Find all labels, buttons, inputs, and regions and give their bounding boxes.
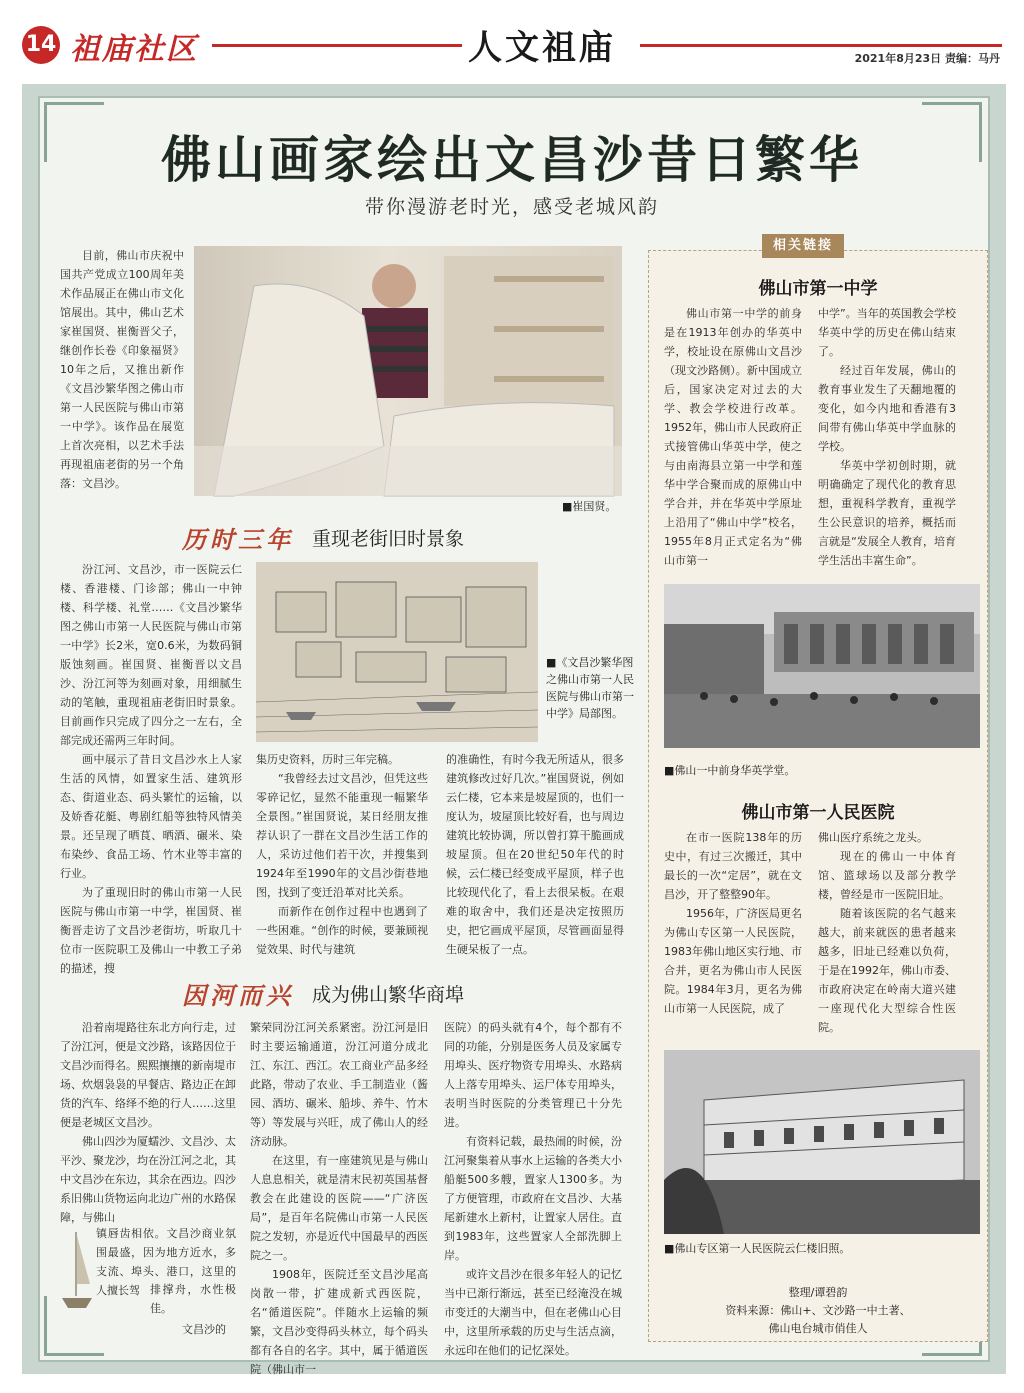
paragraph: 佛山医疗系统之龙头。: [818, 831, 928, 844]
photo-huaying-school: [664, 584, 980, 748]
paragraph: 而新作在创作过程中也遇到了一些困难。“创作的时候，要兼顾视觉效果、时代与建筑: [256, 905, 428, 956]
header-rule-left: [212, 44, 462, 47]
paragraph: 有资料记载，最热闹的时候，汾江河聚集着从事水上运输的各类大小船艇500多艘，置家人1300多。为了方便管理，市政府在文昌沙、大基尾新建水上新村，让置家人居住。直到1983年，这些置家人全部洗脚上岸。: [444, 1135, 622, 1262]
hospital-heading: 佛山市第一人民医院: [741, 803, 895, 823]
section2-heading: [182, 976, 464, 1010]
section2-column2: [250, 1018, 428, 1376]
school-column2: [818, 304, 956, 574]
paragraph: 1908年，医院迁至文昌沙尾高岗散一带，扩建成新式西医院，名“循道医院”。伴随水上运输的频繁，文昌沙变得码头林立，每个码头都有各自的名字。其中，属于循道医院（佛山市一: [250, 1268, 428, 1376]
paragraph: 繁荣同汾江河关系紧密。汾江河是旧时主要运输通道，汾江河道分成北江、东江、西江。农工商业产品多经此路，带动了农业、手工制造业（酱园、酒坊、碾米、船埗、养牛、竹木等）等发展与兴旺，成了佛山人的经济动脉。: [250, 1021, 428, 1148]
header-rule-right: [640, 44, 1002, 47]
boat-illustration: [60, 1226, 94, 1322]
school-photo-caption: ■佛山一中前身华英学堂。: [664, 764, 796, 777]
paragraph: 画中展示了昔日文昌沙水上人家生活的风情，如置家生活、建筑形态、街道业态、码头繁忙的运输，以及娇香花艇、粤剧红船等独特风情美景。还呈现了晒茛、晒酒、碾米、染布染纱、食品工场、竹木业等丰富的行业。: [60, 753, 242, 880]
article-subtitle: 带你漫游老时光，感受老城风韵: [364, 196, 659, 218]
paragraph: 在这里，有一座建筑见是与佛山人息息相关，就是清末民初英国基督教会在此建设的医院——“广济医局”，是百年名院佛山市第一人民医院之发轫，亦是近代中国最早的西医院之一。: [250, 1154, 428, 1262]
date-editor: 2021年8月23日 责编：马丹: [854, 52, 1000, 65]
hospital-photo-caption: ■佛山专区第一人民医院云仁楼旧照。: [664, 1242, 851, 1255]
page-number: 14: [22, 26, 60, 64]
paragraph: 汾江河、文昌沙，市一医院云仁楼、香港楼、门诊部；佛山一中钟楼、科学楼、礼堂……《文昌沙繁华图之佛山市第一人民医院与佛山市第一中学》长2米，宽0.6米，为数码铜版蚀刻画。崔国贤、崔衡晋以文昌沙、汾江河等为刻画对象，用细腻生动的笔触，重现祖庙老街旧时景象。目前画作只完成了四分之一左右，全部完成还需两三年时间。: [60, 563, 242, 747]
paragraph: 中学”。当年的英国教会学校华英中学的历史在佛山结束了。: [818, 307, 956, 358]
school-column1: 佛山市第一中学的前身是在1913年创办的华英中学，校址设在原佛山文昌沙（现文沙路侧）。新中国成立后，国家决定对过去的大学、教会学校进行改革。1952年，佛山市人民政府正式接管佛山华英中学，使之与由南海县立第一中学和莲华中学合聚而成的原佛山中学合并，并在华英中学原址上沿用了“佛山中学”校名，1955年8月正式定名为“佛山市第一: [664, 307, 802, 567]
section1-heading: [182, 520, 464, 554]
photo-etching-detail: [256, 562, 538, 742]
photo2-caption: ■《文昌沙繁华图之佛山市第一人民医院与佛山市第一中学》局部图。: [546, 656, 634, 720]
section1-heading-text: 重现老街旧时景象: [312, 528, 465, 550]
hospital-column2: [818, 828, 956, 1038]
related-links-tag: 相关链接: [762, 234, 844, 258]
section2-heading-text: 成为佛山繁华商埠: [312, 984, 465, 1006]
paragraph: 随着该医院的名气越来越大，前来就医的患者越来越多，旧址已经难以负荷，于是在1992年，佛山市委、市政府决定在岭南大道兴建一座现代化大型综合性医院。: [818, 907, 956, 1034]
paragraph: 医院）的码头就有4个，每个都有不同的功能，分别是医务人员及家属专用埠头、医疗物资专用埠头、水路病人上落专用埠头、运尸体专用埠头，表明当时医院的分类管理已十分先进。: [444, 1021, 622, 1129]
paragraph: 集历史资料，历时三年完稿。: [256, 753, 399, 766]
paragraph: 在市一医院138年的历史中，有过三次搬迁，其中最长的一次“定居”，就在文昌沙，开了整整90年。: [664, 831, 802, 901]
section2-column1: [60, 1018, 236, 1230]
section-title: 人文祖庙: [468, 28, 616, 68]
paragraph: 经过百年发展，佛山的教育事业发生了天翻地覆的变化，如今内地和香港有3间带有佛山华英中学血脉的学校。: [818, 364, 956, 453]
photo1-caption: ■崔国贤。: [562, 500, 617, 513]
paragraph: 沿着南堤路往东北方向行走，过了汾江河，便是文沙路，该路因位于文昌沙而得名。熙熙攘攘的新南堤市场、炊烟袅袅的早餐店、路边正在卸货的汽车、络绎不绝的行人……这里便是老城区文昌沙。: [60, 1021, 236, 1129]
section2-column1-cont2: 排撑舟，水性极佳。: [150, 1283, 236, 1315]
section2-column1-cont: 镇唇齿相依。文昌沙商业氛围最盛，因为地方近水，多支流、埠头、港口，这里的人擅长驾: [96, 1227, 236, 1297]
paragraph: 为了重现旧时的佛山市第一人民医院与佛山市第一中学，崔国贤、崔衡晋走访了文昌沙老街坊，听取几十位市一医院职工及佛山一中教工子弟的描述，搜: [60, 886, 242, 975]
credit-editor: 整理/谭碧韵: [788, 1286, 848, 1299]
section2-column1-cont3: 文昌沙的: [182, 1323, 226, 1336]
section2-heading-art: 因河而兴: [182, 981, 294, 1010]
photo-hospital-building: [664, 1050, 980, 1234]
column-name: 祖庙社区: [70, 32, 198, 67]
credit-source-cont: 佛山电台城市俏佳人: [768, 1322, 868, 1335]
paragraph: 现在的佛山一中体育馆、篮球场以及部分教学楼，曾经是市一医院旧址。: [818, 850, 956, 901]
paragraph: 1956年，广济医局更名为佛山专区第一人民医院，1983年佛山地区实行地、市合并，更名为佛山市人民医院。1984年3月，更名为佛山市第一人民医院，成了: [664, 907, 802, 1015]
hospital-column1: [664, 828, 802, 1038]
section1-column2: [256, 750, 428, 964]
section1-column1: [60, 560, 242, 975]
school-heading: 佛山市第一中学: [758, 279, 878, 299]
intro-text: 目前，佛山市庆祝中国共产党成立100周年美术作品展正在佛山市文化馆展出。其中，佛山艺术家崔国贤、崔衡晋父子，继创作长卷《印象福贤》10年之后，又推出新作《文昌沙繁华图之佛山市第一人民医院与佛山市第一中学》。该作品在展览上首次亮相，以艺术手法再现祖庙老街的另一个角落：文昌沙。: [60, 249, 184, 490]
section1-column3: 的准确性，有时今我无所适从，很多建筑修改过好几次。”崔国贤说，例如云仁楼，它本来是坡屋顶的，也们一度认为，坡屋顶比较好看，也与周边建筑比较协调，所以曾打算干脆画成坡屋顶。但在20世纪50年代的时候，云仁楼已经变成平屋顶，样子也比较现代化了，看上去很呆板。在艰难的取舍中，我们还是决定按照历史，把它画成平屋顶，尽管画面显得生硬呆板了一点。: [446, 753, 624, 956]
paragraph: 佛山四沙为厦蠕沙、文昌沙、太平沙、聚龙沙，均在汾江河之北，其中文昌沙在东边，其余在西边。四沙系旧佛山货物运向北边广州的水路保障，与佛山: [60, 1135, 236, 1224]
section1-heading-art: 历时三年: [182, 525, 294, 554]
section2-column3: [444, 1018, 622, 1357]
paragraph: “我曾经去过文昌沙，但凭这些零碎记忆，显然不能重现一幅繁华全景图。”崔国贤说，某日经朋友推荐认识了一群在文昌沙生活工作的人，采访过他们若干次，并搜集到1924年至1990年的文昌沙街巷地图，找到了变迁沿革对比关系。: [256, 772, 428, 899]
credit-source: 资料来源：佛山+、文沙路一中土著、: [725, 1304, 911, 1317]
photo-painter-with-scroll: [194, 246, 622, 496]
paragraph: 华英中学初创时期，就明确确定了现代化的教育思想，重视科学教育，重视学生公民意识的培养，概括而言就是“发展全人教育，培育学生活出丰富生命”。: [818, 459, 956, 567]
article-title: 佛山画家绘出文昌沙昔日繁华: [161, 130, 863, 189]
paragraph: 或许文昌沙在很多年轻人的记忆当中已渐行渐远，甚至已经淹没在城市变迁的大潮当中，但在老佛山心目中，这里所承载的历史与生活点滴，永远印在他们的记忆深处。: [444, 1268, 622, 1357]
